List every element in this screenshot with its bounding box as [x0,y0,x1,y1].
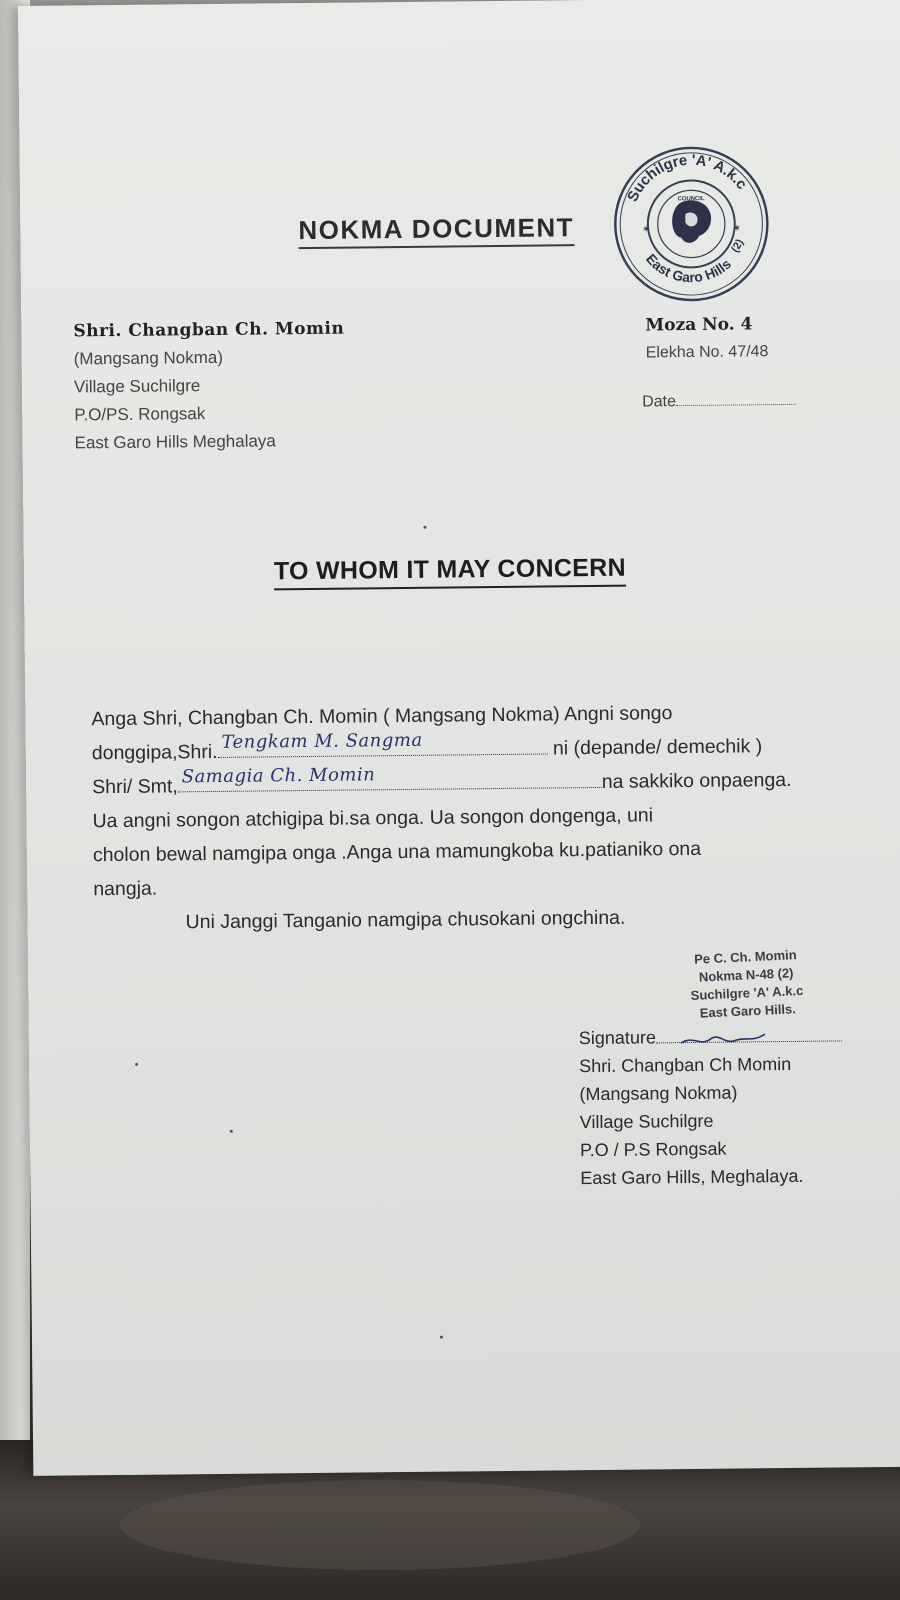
body-line-5: cholon bewal namgipa onga .Anga una mamungkoba ku.patianiko ona [92,837,702,867]
body-line-1: Anga Shri, Changban Ch. Momin ( Mangsang Nokma) Angni songo [91,702,673,731]
document-paper [18,0,900,1476]
body-line-7: Uni Janggi Tanganio namgipa chusokani ongchina. [185,906,626,934]
body-line-6: nangja. [93,877,158,901]
parent-name-field [178,764,602,792]
svg-text:COUNCIL: COUNCIL [677,196,705,203]
signature-block [579,1021,844,1192]
paper-speck [423,526,426,529]
date-blank [676,390,796,406]
body-line-2-suffix: ni (depande/ demechik ) [552,735,763,760]
svg-text:Suchilgre 'A' A.k.c: Suchilgre 'A' A.k.c [624,152,750,205]
paper-speck [440,1336,443,1339]
subject-heading: TO WHOM IT MAY CONCERN [274,554,626,591]
body-line-3-prefix: Shri/ Smt, [92,775,178,799]
stamp-line-3: Suchilgre 'A' A.k.c [690,982,804,1003]
signature-line [579,1021,842,1052]
issuer-name: Shri. Changban Ch. Momin [73,318,345,342]
son-name-handwriting: Tengkam M. Sangma [221,729,423,753]
elekha-number: Elekha No. 47/48 [645,343,769,362]
signature-blank [656,1026,842,1043]
signatory-district: East Garo Hills, Meghalaya. [580,1165,804,1189]
svg-text:East Garo Hills: East Garo Hills [642,250,735,286]
moza-number: Moza No. 4 [645,314,753,336]
date-field [642,390,796,412]
stamp-line-2: Nokma N-48 (2) [698,965,794,985]
stamp-line-4: East Garo Hills. [699,1001,797,1021]
issuer-po-ps: P.O/PS. Rongsak [74,404,206,425]
body-line-4: Ua angni songon atchigipa bi.sa onga. Ua songon dongenga, uni [92,804,654,833]
paper-speck [135,1063,138,1066]
issuer-district: East Garo Hills Meghalaya [74,431,276,453]
svg-text:✶: ✶ [641,224,651,236]
son-name-field [217,729,547,757]
signature-stamp [689,946,805,1023]
issuer-address-block [73,315,345,458]
signatory-title: (Mangsang Nokma) [579,1082,738,1105]
reference-block [645,310,768,367]
signature-label: Signature [578,1027,657,1049]
parent-name-handwriting: Samagia Ch. Momin [181,764,376,788]
signatory-village: Village Suchilgre [579,1110,714,1133]
issuer-village: Village Suchilgre [73,376,201,397]
body-line-2-prefix: donggipa,Shri. [91,740,218,765]
stamp-line-1: Pe C. Ch. Momin [693,947,797,967]
document-title: NOKMA DOCUMENT [298,212,574,249]
date-label: Date [642,393,677,411]
body-line-3 [92,763,792,804]
svg-text:(2): (2) [729,237,747,255]
signatory-name: Shri. Changban Ch Momin [579,1053,792,1077]
svg-text:✶: ✶ [732,223,742,235]
paper-speck [230,1130,233,1133]
body-line-3-suffix: na sakkiko onpaenga. [601,768,792,793]
council-seal [611,144,771,304]
signatory-po-ps: P.O / P.S Rongsak [579,1138,727,1161]
issuer-title: (Mangsang Nokma) [73,347,224,369]
